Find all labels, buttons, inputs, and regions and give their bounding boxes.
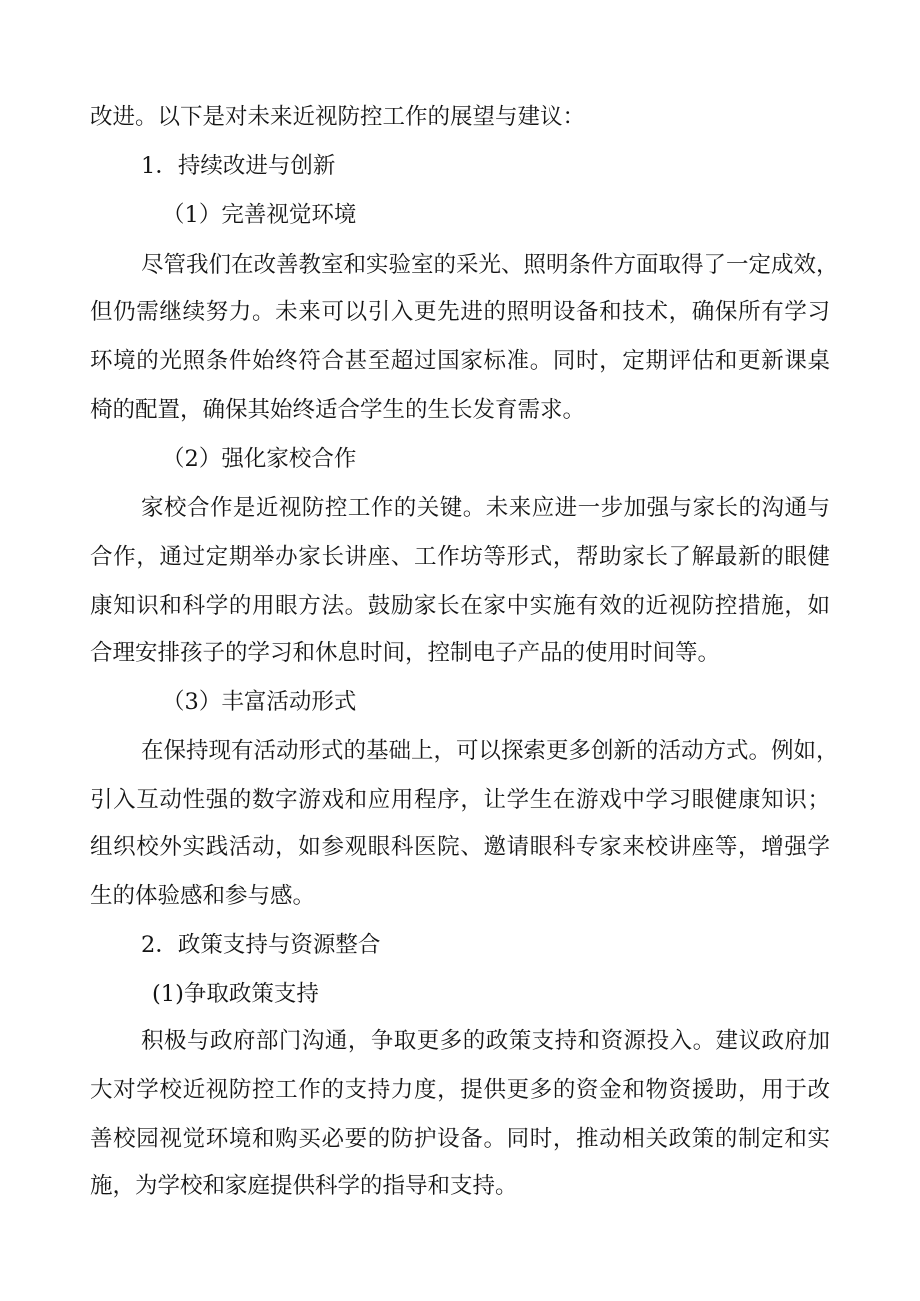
- subheading-1-3: （3）丰富活动形式: [162, 689, 357, 715]
- paragraph-line: 康知识和科学的用眼方法。鼓励家长在家中实施有效的近视防控措施，如: [90, 593, 830, 619]
- paragraph-line: 积极与政府部门沟通，争取更多的政策支持和资源投入。建议政府加: [141, 1028, 830, 1054]
- paragraph-line: 引入互动性强的数字游戏和应用程序，让学生在游戏中学习眼健康知识；: [90, 787, 830, 813]
- paragraph-line: 环境的光照条件始终符合甚至超过国家标准。同时，定期评估和更新课桌: [90, 348, 830, 374]
- section-heading-2: 2．政策支持与资源整合: [141, 932, 381, 958]
- subheading-2-1: (1)争取政策支持: [152, 981, 319, 1007]
- paragraph-line: 但仍需继续努力。未来可以引入更先进的照明设备和技术，确保所有学习: [90, 299, 830, 325]
- paragraph-line: 合理安排孩子的学习和休息时间，控制电子产品的使用时间等。: [90, 640, 721, 666]
- paragraph-line: 在保持现有活动形式的基础上，可以探索更多创新的活动方式。例如，: [141, 738, 839, 764]
- paragraph-continuation-line: 改进。以下是对未来近视防控工作的展望与建议：: [90, 104, 586, 130]
- paragraph-line: 合作，通过定期举办家长讲座、工作坊等形式，帮助家长了解最新的眼健: [90, 544, 830, 570]
- subheading-1-2: （2）强化家校合作: [162, 446, 357, 472]
- paragraph-line: 组织校外实践活动，如参观眼科医院、邀请眼科专家来校讲座等，增强学: [90, 834, 830, 860]
- paragraph-line: 施，为学校和家庭提供科学的指导和支持。: [90, 1173, 518, 1199]
- paragraph-line: 尽管我们在改善教室和实验室的采光、照明条件方面取得了一定成效，: [141, 252, 839, 278]
- paragraph-line: 椅的配置，确保其始终适合学生的生长发育需求。: [90, 397, 586, 423]
- paragraph-line: 大对学校近视防控工作的支持力度，提供更多的资金和物资援助，用于改: [90, 1077, 830, 1103]
- subheading-1-1: （1）完善视觉环境: [162, 202, 357, 228]
- paragraph-line: 善校园视觉环境和购买必要的防护设备。同时，推动相关政策的制定和实: [90, 1126, 830, 1152]
- section-heading-1: 1．持续改进与创新: [141, 153, 336, 179]
- paragraph-line: 家校合作是近视防控工作的关键。未来应进一步加强与家长的沟通与: [141, 495, 830, 521]
- paragraph-line: 生的体验感和参与感。: [90, 883, 316, 909]
